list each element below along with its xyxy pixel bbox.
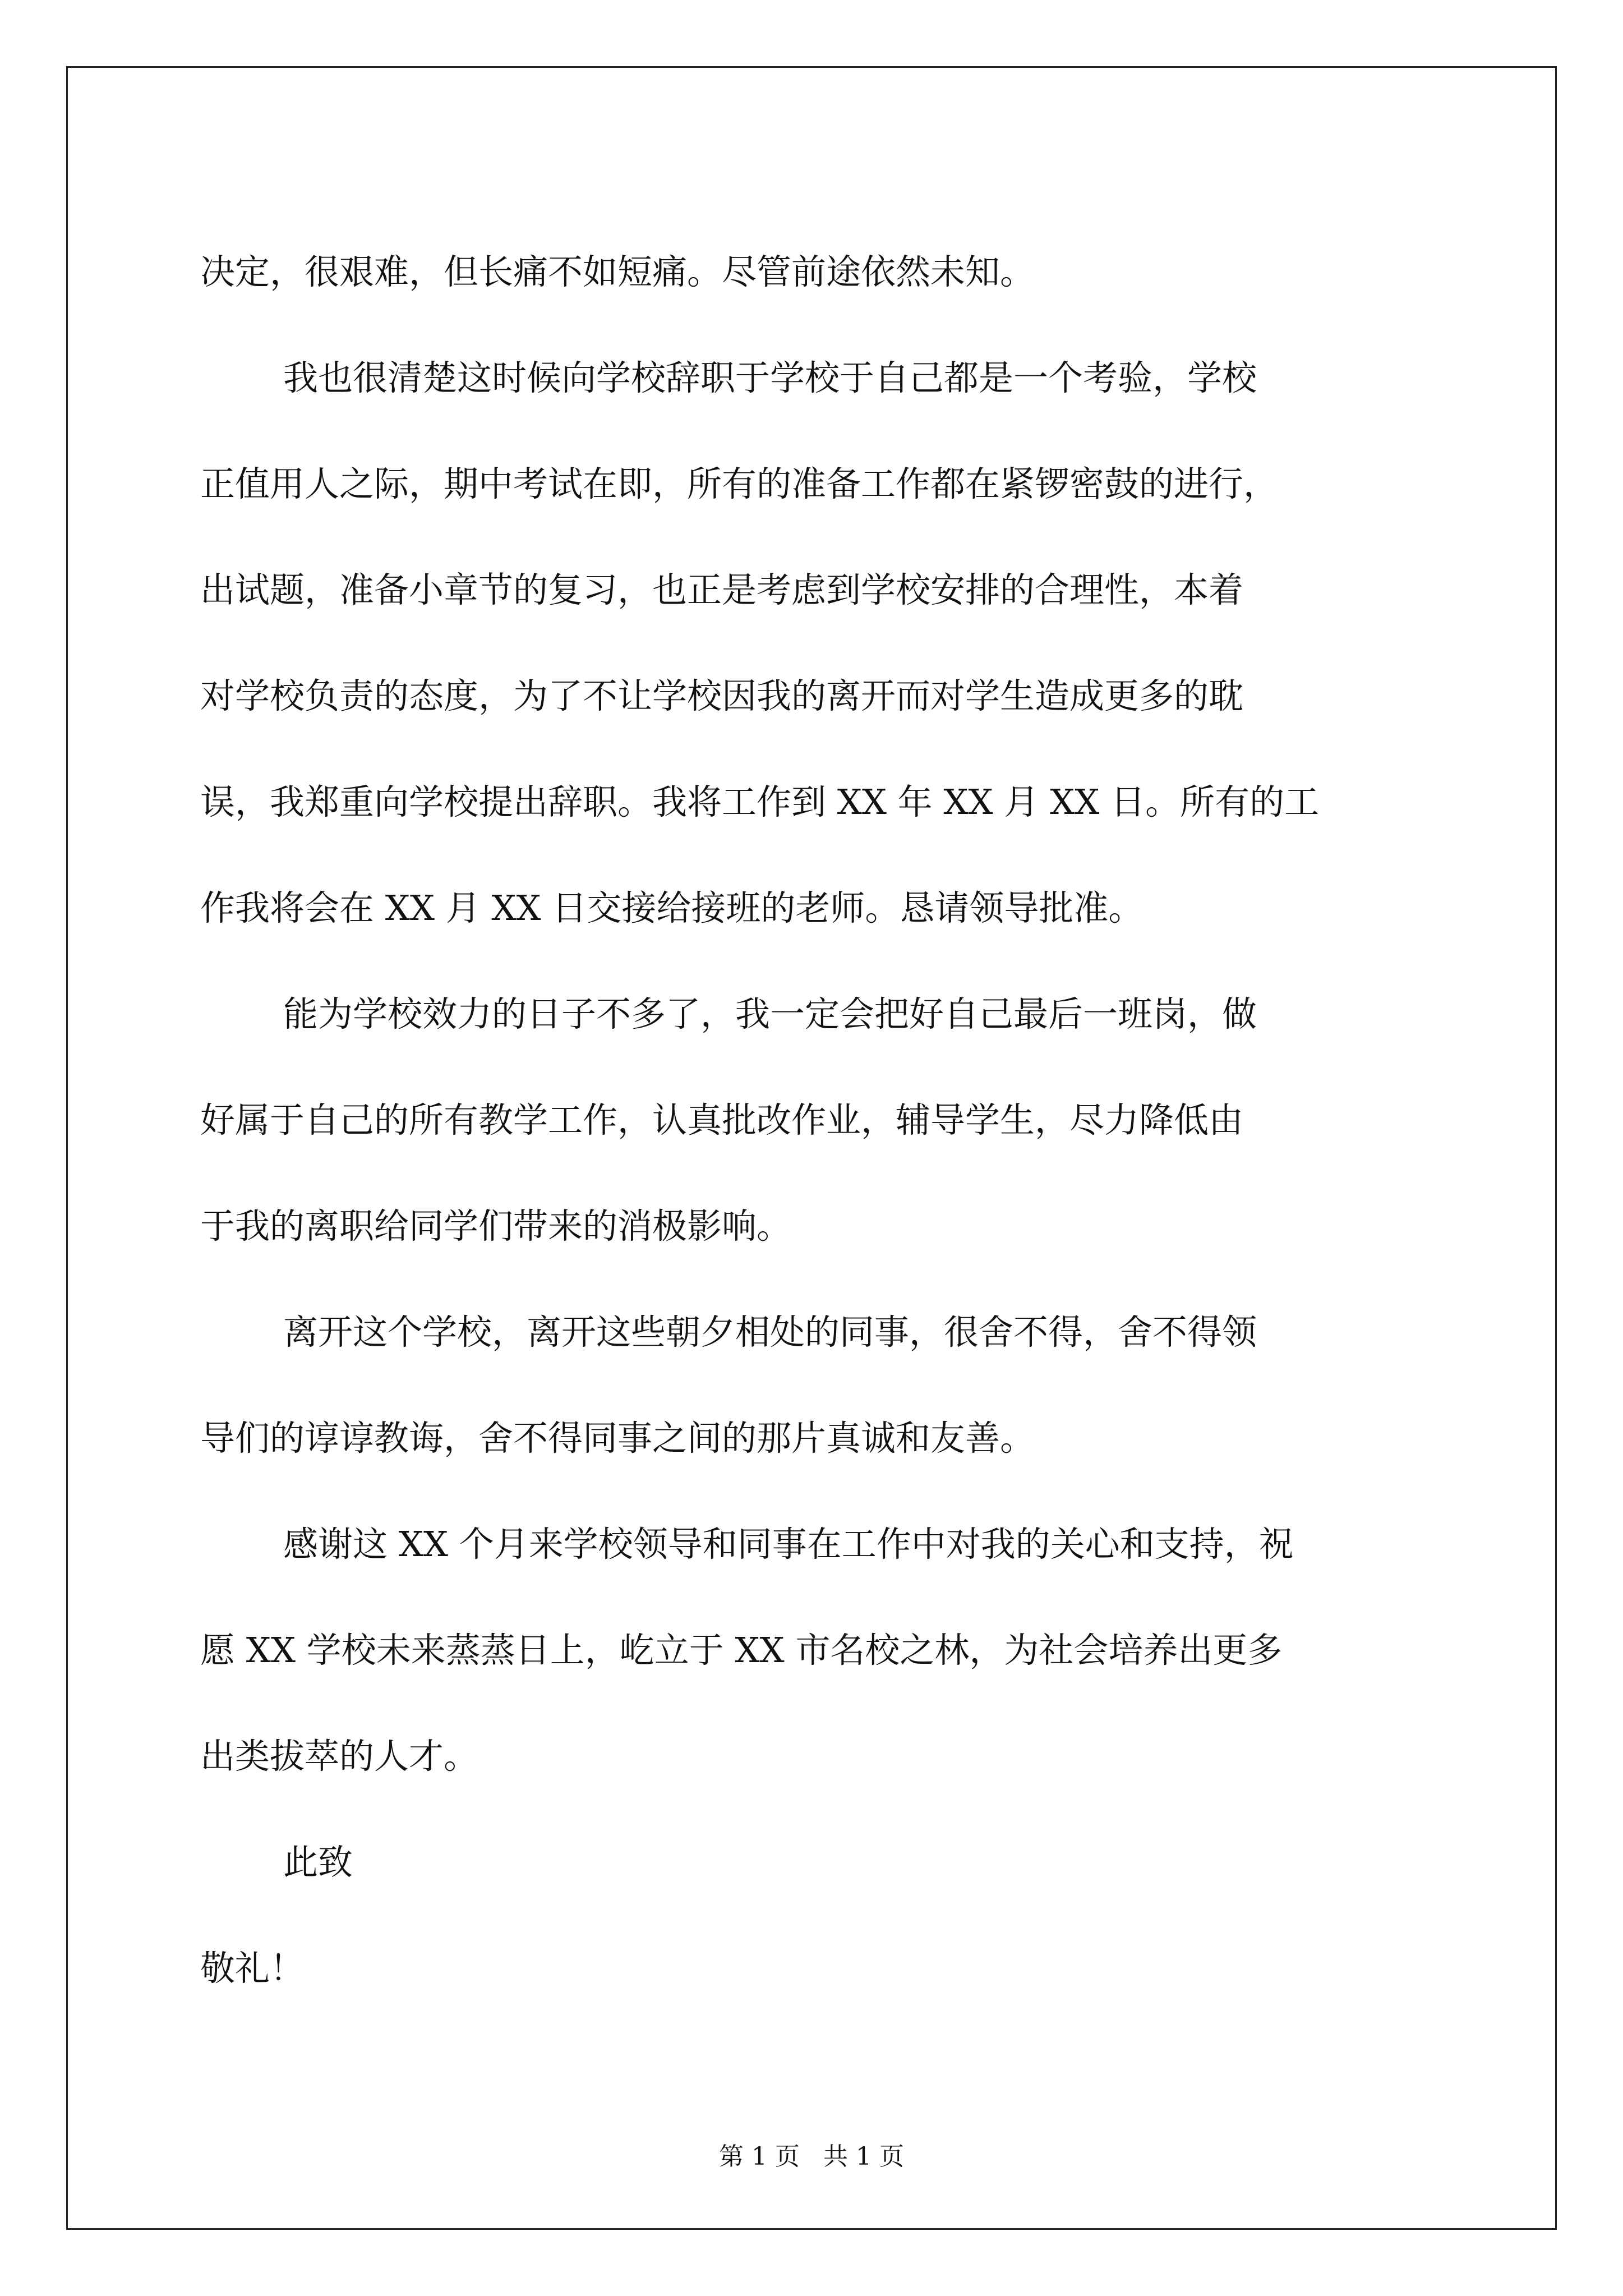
text-line: 能为学校效力的日子不多了，我一定会把好自己最后一班岗，做 [283,993,1257,1034]
text-line: 决定，很艰难，但长痛不如短痛。尽管前途依然未知。 [200,251,1035,292]
text-line: 我也很清楚这时候向学校辞职于学校于自己都是一个考验，学校 [283,357,1257,398]
text-line: 出试题，准备小章节的复习，也正是考虑到学校安排的合理性，本着 [200,569,1244,610]
text-line: 感谢这 XX 个月来学校领导和同事在工作中对我的关心和支持，祝 [283,1524,1294,1565]
closing-salutation: 此致 [283,1842,353,1883]
text-line: 离开这个学校，离开这些朝夕相处的同事，很舍不得，舍不得领 [283,1312,1257,1352]
text-line: 出类拔萃的人才。 [200,1736,479,1777]
text-line: 对学校负责的态度，为了不让学校因我的离开而对学生造成更多的耽 [200,675,1244,716]
text-line: 于我的离职给同学们带来的消极影响。 [200,1205,792,1246]
closing-regards: 敬礼！ [200,1948,305,1989]
text-line: 作我将会在 XX 月 XX 日交接给接班的老师。恳请领导批准。 [200,887,1144,928]
page-number-footer: 第 1 页 共 1 页 [719,2142,904,2171]
letter-body [200,219,1434,2021]
text-line: 好属于自己的所有教学工作，认真批改作业，辅导学生，尽力降低由 [200,1099,1244,1140]
text-line: 愿 XX 学校未来蒸蒸日上，屹立于 XX 市名校之林，为社会培养出更多 [200,1630,1283,1671]
text-line: 正值用人之际，期中考试在即，所有的准备工作都在紧锣密鼓的进行， [200,463,1279,504]
text-line: 导们的谆谆教诲，舍不得同事之间的那片真诚和友善。 [200,1418,1035,1458]
text-line: 误，我郑重向学校提出辞职。我将工作到 XX 年 XX 月 XX 日。所有的工 [200,781,1320,822]
